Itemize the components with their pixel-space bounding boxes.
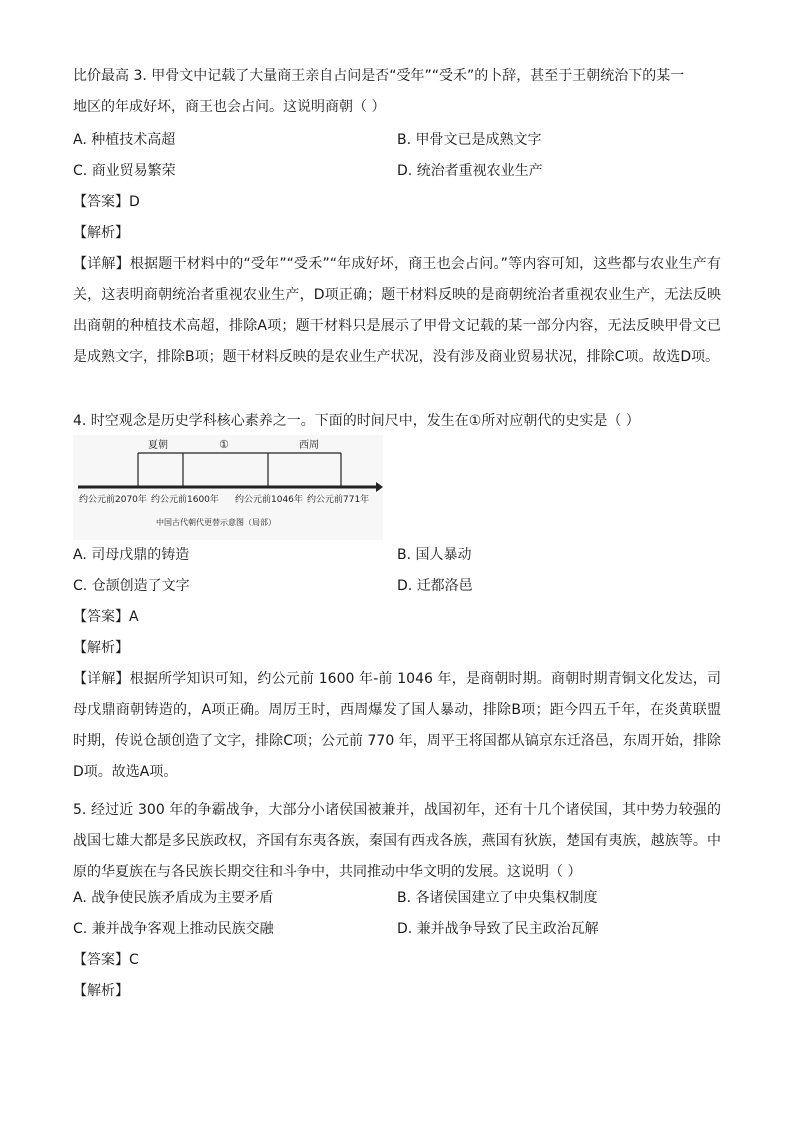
dynasty-timeline-figure xyxy=(73,435,383,540)
q5-option-c xyxy=(73,919,274,939)
option-text: 商业贸易繁荣 xyxy=(91,163,176,179)
option-label: D. xyxy=(397,921,413,937)
q3-option-d xyxy=(397,161,543,181)
option-label: C. xyxy=(73,163,88,179)
answer-value: A xyxy=(129,609,139,625)
q3-option-a xyxy=(73,130,175,150)
answer-tag: 【答案】 xyxy=(73,609,129,625)
answer-tag: 【答案】 xyxy=(73,952,129,968)
answer-value: C xyxy=(129,952,139,968)
date-label: 约公元前1600年 xyxy=(151,495,219,505)
q5-option-b xyxy=(397,888,598,908)
segment-label-unknown: ① xyxy=(219,438,229,451)
detail-text: 根据所学知识可知，约公元前 1600 年-前 1046 年，是商朝时期。商朝时期青铜文化发达，司母戊鼎商朝铸造的，A项正确。周厉王时，西周爆发了国人暴动，排除B项；距今四五千年，在炎黄联盟时期，传说仓颉创造了文字，排除C项；公元前 770 年，周平王将国都从镐京东迁洛邑，东周开始，排除D项。故选A项。 xyxy=(73,671,721,780)
option-label: D. xyxy=(397,578,413,594)
q3-stem-line2: 地区的年成好坏，商王也会占问。这说明商朝（ ） xyxy=(73,99,386,115)
detail-tag: 【详解】 xyxy=(73,671,130,687)
option-label: D. xyxy=(397,163,413,179)
q4-option-a xyxy=(73,545,189,565)
q4-analysis-tag: 【解析】 xyxy=(73,640,129,656)
option-text: 迁都洛邑 xyxy=(416,578,473,594)
option-label: A. xyxy=(73,890,87,906)
q3-answer xyxy=(73,192,140,212)
option-text: 甲骨文已是成熟文字 xyxy=(415,132,542,148)
detail-text: 根据题干材料中的“受年”“受禾”“年成好坏，商王也会占问。”等内容可知，这些都与农业生产有关，这表明商朝统治者重视农业生产，D项正确；题干材料反映的是商朝统治者重视农业生产，无法反映出商朝的种植技术高超，排除A项；题干材料只是展示了甲骨文记载的某一部分内容，无法反映甲骨文已是成熟文字，排除B项；题干材料反映的是农业生产状况，没有涉及商业贸易状况，排除C项。故选D项。 xyxy=(73,256,722,365)
q4-answer xyxy=(73,607,139,627)
option-text: 仓颉创造了文字 xyxy=(91,578,190,594)
q5-stem: 5. 经过近 300 年的争霸战争，大部分小诸侯国被兼并，战国初年，还有十几个诸侯国，其中势力较强的战国七雄大都是多民族政权，齐国有东夷各族，秦国有西戎各族，燕国有狄族，楚国有夷族，越族等。中原的华夏族在与各民族长期交往和斗争中，共同推动中华文明的发展。这说明（ ） xyxy=(73,802,721,880)
option-label: C. xyxy=(73,578,88,594)
option-label: B. xyxy=(397,890,412,906)
q4-option-c xyxy=(73,576,190,596)
detail-tag: 【详解】 xyxy=(73,256,130,272)
option-text: 司母戊鼎的铸造 xyxy=(91,547,190,563)
q3-option-b xyxy=(397,130,542,150)
option-label: A. xyxy=(73,132,87,148)
option-text: 各诸侯国建立了中央集权制度 xyxy=(415,890,598,906)
q4-detail xyxy=(73,664,721,788)
option-text: 战争使民族矛盾成为主要矛盾 xyxy=(91,890,274,906)
answer-tag: 【答案】 xyxy=(73,194,129,210)
date-label: 约公元前771年 xyxy=(307,495,370,505)
q3-stem-line1: 比价最高 3. 甲骨文中记载了大量商王亲自占问是否“受年”“受禾”的卜辞，甚至于王朝统治下的某一 xyxy=(73,68,685,84)
date-label: 约公元前2070年 xyxy=(79,495,147,505)
option-text: 兼并战争客观上推动民族交融 xyxy=(91,921,274,937)
option-label: A. xyxy=(73,547,87,563)
option-text: 兼并战争导致了民主政治瓦解 xyxy=(416,921,599,937)
option-text: 种植技术高超 xyxy=(91,132,176,148)
q4-stem: 4. 时空观念是历史学科核心素养之一。下面的时间尺中，发生在①所对应朝代的史实是（ ） xyxy=(73,413,640,429)
q4-option-d xyxy=(397,576,473,596)
q5-option-a xyxy=(73,888,273,908)
timeline-caption: 中国古代朝代更替示意图（局部） xyxy=(156,518,276,527)
q3-option-c xyxy=(73,161,176,181)
segment-label-western-zhou: 西周 xyxy=(299,440,319,451)
segment-label-xia: 夏朝 xyxy=(148,440,168,451)
date-label: 约公元前1046年 xyxy=(235,495,303,505)
option-label: B. xyxy=(397,547,412,563)
option-text: 统治者重视农业生产 xyxy=(416,163,543,179)
option-label: C. xyxy=(73,921,88,937)
q3-analysis-tag: 【解析】 xyxy=(73,225,129,241)
q4-option-b xyxy=(397,545,472,565)
answer-value: D xyxy=(129,194,140,210)
q5-option-d xyxy=(397,919,599,939)
option-label: B. xyxy=(397,132,412,148)
q5-answer xyxy=(73,950,139,970)
q5-analysis-tag: 【解析】 xyxy=(73,983,129,999)
option-text: 国人暴动 xyxy=(415,547,472,563)
q3-detail xyxy=(73,249,721,373)
